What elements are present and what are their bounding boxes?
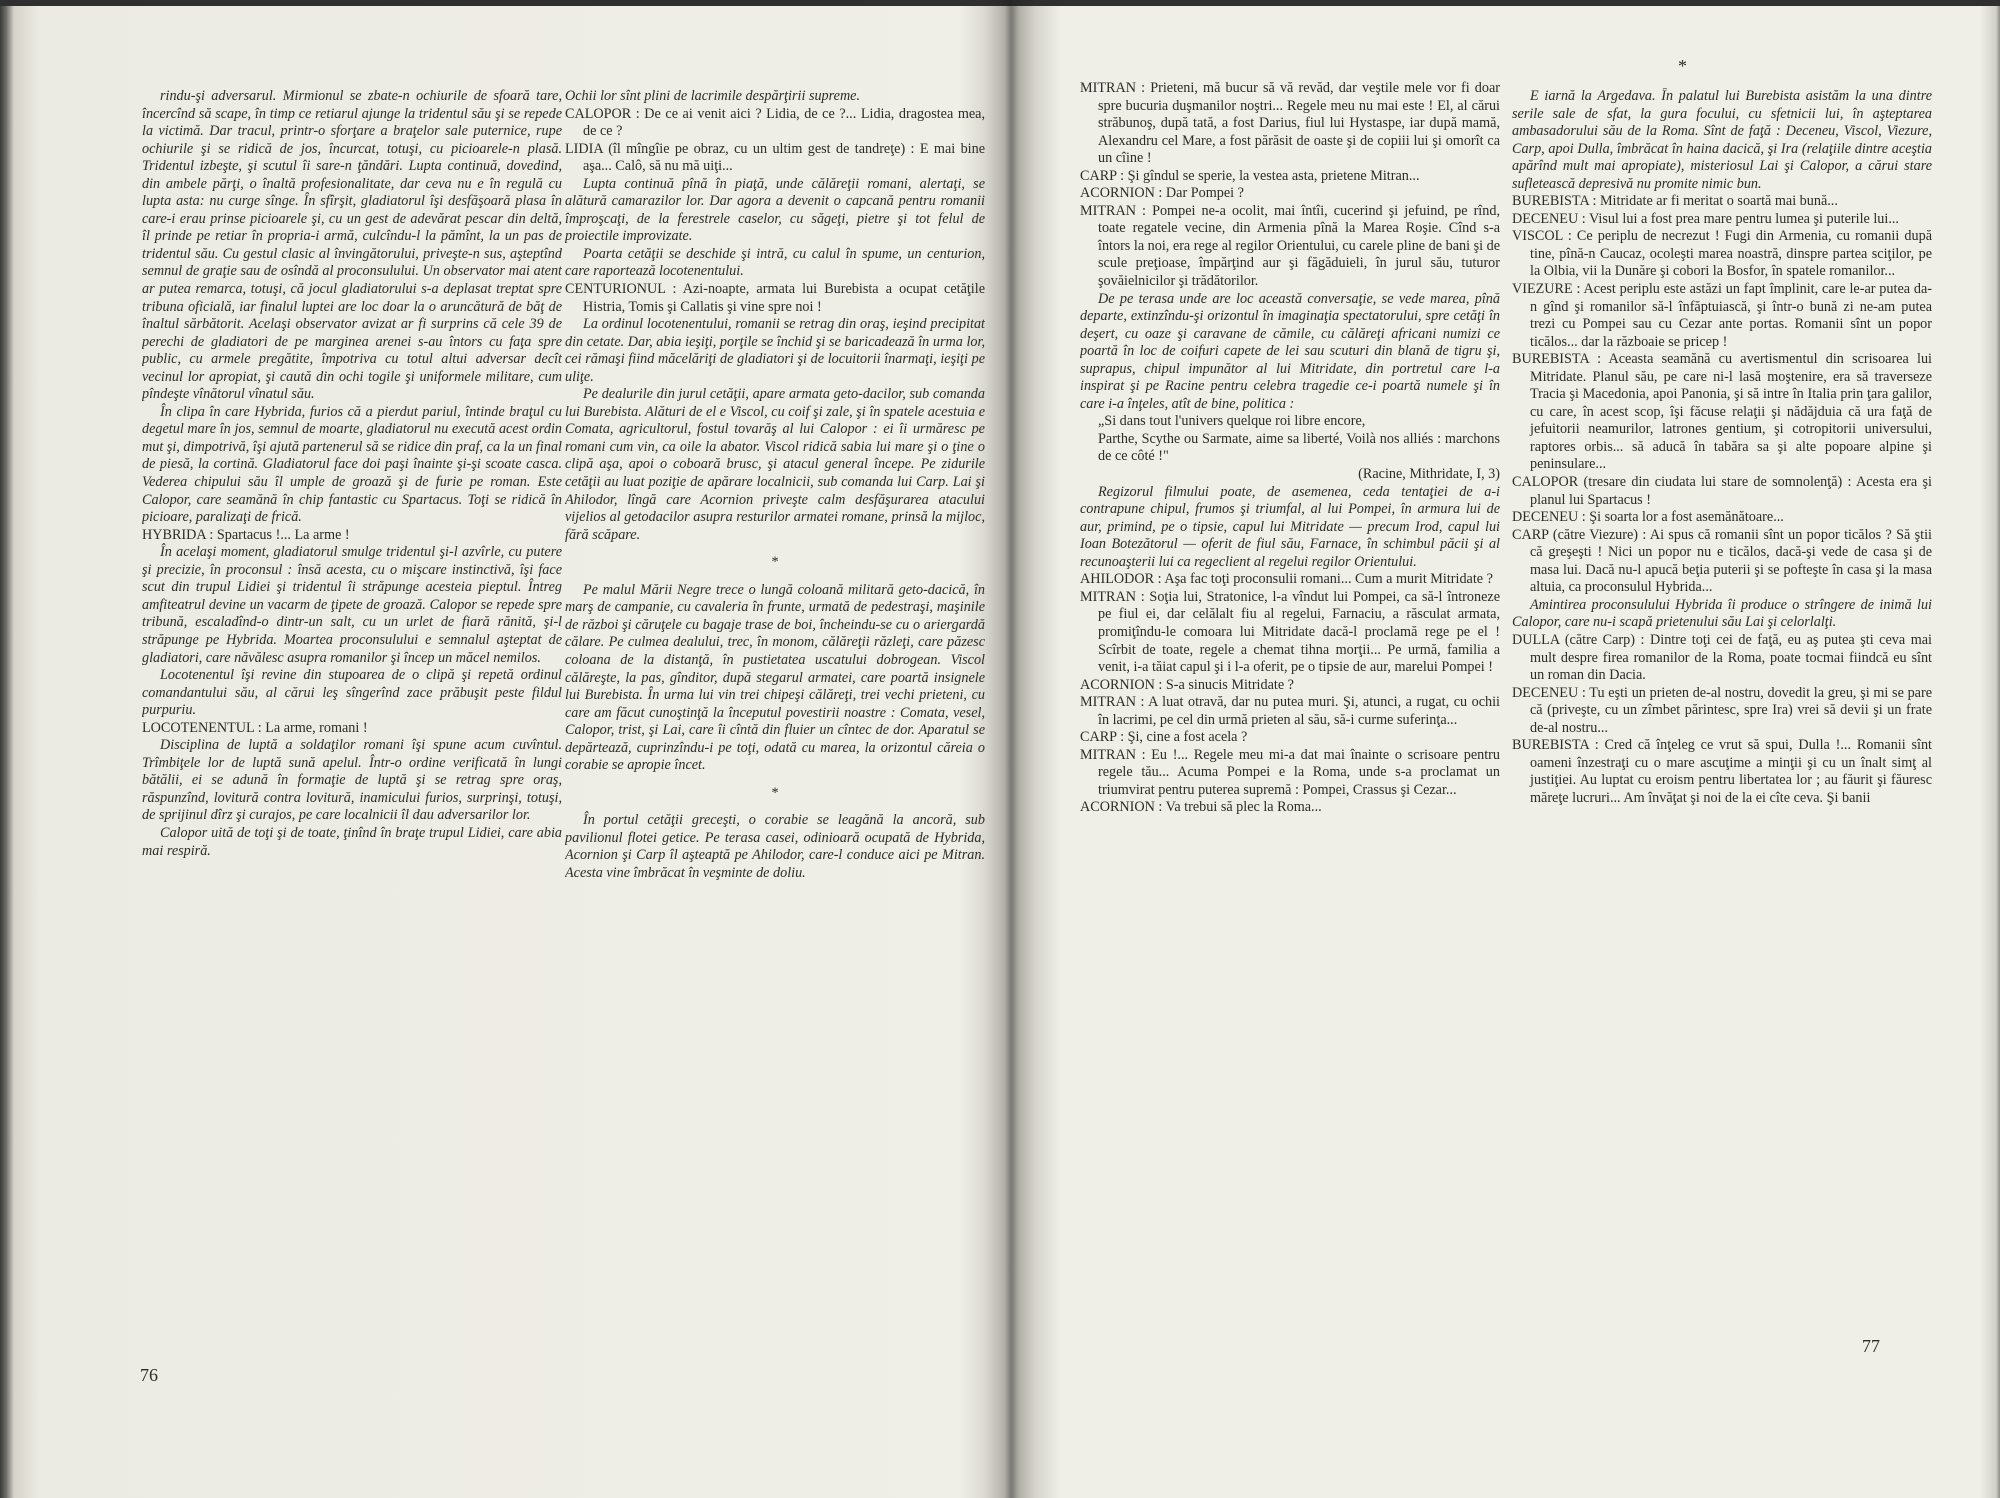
dialogue-line: MITRAN : Prieteni, mă bucur să vă revăd, dar veştile mele vor fi doar spre bucuria duşmanilor noştri... Regele meu nu mai este ! El, al cărui străbunoş, după tată, a fost Darius, fiul lui Hystaspe, iar după mamă, Alexandru cel Mare, a fost părăsit de oaste şi de copiii lui şi omorît ca un cîine ! (1080, 80, 1500, 167)
paragraph: Poarta cetăţii se deschide şi intră, cu calul în spume, un centurion, care raportează locotenentului. (565, 245, 985, 280)
dialogue-line: VISCOL : Ce periplu de necrezut ! Fugi din Armenia, cu romanii după tine, pînă-n Caucaz, ocoleşti marea noastră, dinspre partea sciţilor, pe la Olbia, vii la Dunăre şi cobori la Bosfor, în spatele romanilor... (1512, 228, 1932, 280)
paragraph: (Racine, Mithridate, I, 3) (1358, 466, 1500, 483)
paragraph: În acelaşi moment, gladiatorul smulge tridentul şi-l azvîrle, cu putere şi precizie, în proconsul : însă acesta, cu o mişcare instinctivă, îşi face scut din trupul Lidiei şi tridentul îi străpunge acesteia pieptul. Întreg amfiteatrul devine un vacarm de ţipete de groază. Calopor se repede spre tribună, escaladînd-o dintr-un salt, cu un urlet de fiară rănită, şi-l străpunge pe Hybrida. Moartea proconsulului e semnalul aşteptat de gladiatori, care năvălesc asupra romanilor şi încep un măcel nemilos. (142, 544, 562, 666)
dialogue-line: VIEZURE : Acest periplu este astăzi un fapt împlinit, care le-ar putea da-n gînd şi romanilor să-l înfăptuiască, şi într-o bună zi ne-am putea trezi cu Pompei sau cu Cezar ante portas. Romanii sînt un popor ticălos... dar la războaie se pricep ! (1512, 281, 1932, 350)
page-number-left: 76 (140, 1365, 158, 1385)
paragraph: În portul cetăţii greceşti, o corabie se leagănă la ancoră, sub pavilionul flotei getice. Pe terasa casei, odinioară ocupată de Hybrida, Acornion şi Carp îl aşteaptă pe Ahilodor, care-l conduce aici pe Mitran. Acesta vine îmbrăcat în veşminte de doliu. (565, 812, 985, 881)
left-page-column-1 (142, 88, 562, 860)
page-number-right: 77 (1862, 1336, 1880, 1356)
paragraph: Disciplina de luptă a soldaţilor romani îşi spune acum cuvîntul. Trîmbiţele lor de luptă sună apelul. Într-o ordine verificată în lungi bătălii, ei se adună în formaţie de luptă şi se retrag spre oraş, răspunzînd, lovitură contra lovitură, inamicului furios, surprinşi, totuşi, de sprijinul dîrz şi curajos, pe care localnicii îl dau adversarilor lor. (142, 737, 562, 824)
dialogue-line: BUREBISTA : Aceasta seamănă cu avertismentul din scrisoarea lui Mitridate. Planul său, pe care ni-l lasă moştenire, era să traverseze Tracia şi Macedonia, apoi Panonia, şi să intre în Italia prin ţara galilor, cu care, în acest scop, îşi făcuse relaţii şi nădăjduia că ura faţă de jefuitorii neamurilor, latrones gentium, şi cotropitorii universului, raptores orbis... să aducă în tabăra sa şi alte popoare alpine şi peninsulare... (1512, 351, 1932, 473)
paragraph: E iarnă la Argedava. În palatul lui Burebista asistăm la una dintre serile sale de sfat, la gura focului, cu sfetnicii lui, în aşteptarea ambasadorului său de la Roma. Sînt de faţă : Deceneu, Viscol, Viezure, Carp, apoi Dulla, îmbrăcat în haina dacică, şi Ira (relaţiile dintre aceştia apărînd mult mai apropiate), misteriosul Lai şi Calopor, a cărui stare sufletească depresivă nu promite nimic bun. (1512, 88, 1932, 192)
dialogue-line: CALOPOR : De ce ai venit aici ? Lidia, de ce ?... Lidia, dragostea mea, de ce ? (565, 105, 985, 140)
dialogue-line: CARP (către Viezure) : Ai spus că romanii sînt un popor ticălos ? Să ştii că greşeşti ! Nici un popor nu e ticălos, dacă-şi vede de casa şi de masa lui. Dacă nu-l apucă beţia puterii şi se pofteşte în casa şi la masa altuia, ca proconsulul Hybrida... (1512, 526, 1932, 596)
section-star: * (1678, 56, 1687, 76)
dialogue-line: MITRAN : A luat otravă, dar nu putea muri. Şi, atunci, a rugat, cu ochii în lacrimi, pe cel din urmă prieten al său, să-i curme suferinţa... (1080, 694, 1500, 728)
paragraph: Parthe, Scythe ou Sarmate, aime sa liberté, Voilà nos alliés : marchons de ce côté !" (1098, 430, 1500, 465)
paragraph: Amintirea proconsulului Hybrida îi produce o strîngere de inimă lui Calopor, care nu-i scapă prietenului său Lai şi celorlalţi. (1512, 596, 1932, 631)
separator-star: * (771, 554, 779, 571)
paragraph: Ochii lor sînt plini de lacrimile despărţirii supreme. (565, 88, 861, 104)
dialogue-line: MITRAN : Eu !... Regele meu mi-a dat mai înainte o scrisoare pentru regele tău... Acuma Pompei e la Roma, unde s-a proclamat un triumvirat pentru puterea supremă : Pompei, Crassus şi Cezar... (1080, 746, 1500, 798)
dialogue-line: DECENEU : Visul lui a fost prea mare pentru lumea şi puterile lui... (1512, 210, 1899, 227)
paragraph: Lupta continuă pînă în piaţă, unde călăreţii romani, alertaţi, se alătură camarazilor lor. Dar agora a devenit o capcană pentru romanii împroşcaţi, de la ferestrele caselor, cu săgeţi, pietre şi tot felul de proiectile improvizate. (565, 175, 985, 245)
dialogue-line: DECENEU : Tu eşti un prieten de-al nostru, dovedit la greu, şi mi se pare că (priveşte, cu un zîmbet părintesc, spre Ira) vrei să devii şi un frate de-al nostru... (1512, 684, 1932, 736)
paragraph: La ordinul locotenentului, romanii se retrag din oraş, ieşind precipitat din cetate. Dar, abia ieşiţi, porţile se închid şi se baricadează în urma lor, cei rămaşi fiind măcelăriţi de gladiatori şi de locuitorii înarmaţi, ieşiţi pe uliţe. (565, 316, 985, 385)
dialogue-line: CARP : Şi, cine a fost acela ? (1080, 729, 1248, 746)
dialogue-line: ACORNION : Va trebui să plec la Roma... (1080, 799, 1322, 816)
dialogue-line: BUREBISTA : Cred că înţeleg ce vrut să spui, Dulla !... Romanii sînt oameni înzestraţi cu o mare ascuţime a minţii şi cu un înalt simţ al justiţiei. Au luptat cu eroism pentru libertatea lor ; au făurit şi făuresc măreţe lucruri... Am învăţat şi noi de la ei cîte ceva. Şi banii (1512, 737, 1932, 806)
dialogue-line: HYBRIDA : Spartacus !... La arme ! (142, 526, 350, 543)
dialogue-line: BUREBISTA : Mitridate ar fi meritat o soartă mai bună... (1512, 193, 1838, 210)
dialogue-line: CENTURIONUL : Azi-noapte, armata lui Burebista a ocupat cetăţile Histria, Tomis şi Callatis şi vine spre noi ! (565, 281, 985, 315)
dialogue-line: LOCOTENENTUL : La arme, romani ! (142, 719, 368, 736)
paragraph: „Si dans tout l'univers quelque roi libre encore, (1098, 413, 1366, 430)
paragraph: De pe terasa unde are loc această conversaţie, se vede marea, pînă departe, extinzîndu-şi orizontul în imaginaţia spectatorului, spre cetăţi în deşert, cu oaze şi caravane de cămile, cu călăreţi africani numizi ce poartă în loc de coifuri capete de lei sau scuturi din blană de tigru şi, suprapus, chipul impunător al lui Mitridate, din portretul care l-a inspirat şi pe Racine pentru celebra tragedie ce-i poartă numele şi în care i-a înţeles, atît de bine, politica : (1080, 290, 1500, 412)
dialogue-line: CARP : Şi gîndul se sperie, la vestea asta, prietene Mitran... (1080, 167, 1420, 184)
dialogue-line: DECENEU : Şi soarta lor a fost asemănătoare... (1512, 509, 1784, 526)
paragraph: Pe dealurile din jurul cetăţii, apare armata geto-dacilor, sub comanda lui Burebista. Alături de el e Viscol, cu coif şi zale, şi în spatele acestuia e Comata, agricultorul, fostul tovarăş al lui Calopor : ei îi urmăresc pe romani cum vin, ca oile la abator. Viscol ridică sabia lui mare şi o ţine o clipă aşa, apoi o coboară brusc, şi atacul general începe. Pe zidurile cetăţii au luat poziţie de apărare localnicii, sub comanda lui Carp. Lai şi Ahilodor, lîngă care Acornion priveşte calm desfăşurarea atacului vijelios al getodacilor asupra resturilor armatei romane, prinsă la mijloc, fără scăpare. (565, 386, 985, 543)
dialogue-line: ACORNION : S-a sinucis Mitridate ? (1080, 676, 1294, 693)
separator-star: * (771, 784, 779, 801)
dialogue-line: AHILODOR : Aşa fac toţi proconsulii romani... Cum a murit Mitridate ? (1080, 571, 1493, 588)
paragraph: Calopor uită de toţi şi de toate, ţinînd în braţe trupul Lidiei, care abia mai respiră. (142, 824, 562, 859)
right-page-column-2 (1512, 88, 1932, 807)
paragraph: Pe malul Mării Negre trece o lungă coloană militară geto-dacică, în marş de campanie, cu cavaleria în frunte, urmată de pedestraşi, maşinile de război şi căruţele cu bagaje trase de boi, încheindu-se cu o ariergardă călare. Pe culmea dealului, trec, în monom, călăreţii răzleţi, care păzesc coloana de la distanţă, în pustietatea uscatului dobrogean. Viscol călăreşte, la pas, gînditor, după stegarul armatei, care poartă insignele lui Burebista. În urma lui vin trei chipeşi călăreţi, trei vechi prieteni, cu care am făcut cunoştinţă la începutul povestirii noastre : Comata, vesel, Calopor, trist, şi Lai, care îi cîntă din fluier un cîntec de dor. Aparatul se depărtează, cuprinzîndu-i pe toţi, odată cu marea, la orizontul căreia o corabie se apropie încet. (565, 581, 985, 774)
paragraph: În clipa în care Hybrida, furios că a pierdut pariul, întinde braţul cu degetul mare în jos, semnul de moarte, gladiatorul nu execută acest ordin mut şi, dimpotrivă, îşi ajută partenerul să se ridice din praf, ca la un final de piesă, la cortină. Gladiatorul face doi paşi înainte şi-şi scoate casca. Vederea chipului său îl umple de groază şi de furie pe roman. Este Calopor, care seamănă în chip fantastic cu Spartacus. Toţi se ridică în picioare, paralizaţi de frică. (142, 403, 562, 526)
paragraph: rindu-şi adversarul. Mirmionul se zbate-n ochiurile de sfoară tare, încercînd să scape, în timp ce retiarul ajunge la tridentul său şi se repede la victimă. Dar tracul, printr-o sforţare a braţelor sale puternice, rupe ochiurile şi se ridică de jos, încurcat, totuşi, cu picioarele-n plasă. Tridentul izbeşte, şi scutul îi sare-n ţăndări. Lupta continuă, dovedind, din ambele părţi, o înaltă profesionalitate, dar ceva nu e în regulă cu lupta asta: nu curge sînge. În sfîrşit, gladiatorul îşi desfăşoară plasa în care-i erau prinse picioarele şi, cu un gest de adevărat pescar din deltă, îl prinde pe retiar în propria-i armă, culcîndu-l la pămînt, la un pas de tridentul său. Cu gestul clasic al învingătorului, priveşte-n sus, aşteptînd semnul de graţie sau de osîndă al proconsulului. Un observator mai atent ar putea remarca, totuşi, că jocul gladiatorului s-a deplasat treptat spre tribuna oficială, iar finalul luptei are loc doar la o aruncătură de băţ de înaltul sărbătorit. Acelaşi observator avizat ar fi surprins că cele 39 de perechi de gladiatori de pe marginea arenei s-au întors cu faţa spre public, cu armele pregătite, împotriva cu totul altui adversar decît vecinul lor apropiat, şi caută din ochi togile şi uniformele militare, cum pîndeşte vînătorul vînatul său. (142, 88, 562, 403)
dialogue-line: ACORNION : Dar Pompei ? (1080, 185, 1244, 202)
left-page-column-2 (565, 88, 985, 883)
right-page-column-1 (1080, 80, 1500, 817)
dialogue-line: CALOPOR (tresare din ciudata lui stare de somnolenţă) : Acesta era şi planul lui Spartacus ! (1512, 474, 1932, 508)
paragraph: Regizorul filmului poate, de asemenea, ceda tentaţiei de a-i contrapune chipul, frumos şi triumfal, al lui Pompei, în armura lui de aur, primind, pe o tipsie, capul lui Mitridate — precum Irod, capul lui Ioan Botezătorul — oferit de fiul său, Farnace, în schimbul păcii şi al recunoaşterii lui ca regeclient al regelui regilor Orientului. (1080, 483, 1500, 570)
dialogue-line: MITRAN : Pompei ne-a ocolit, mai întîi, cucerind şi jefuind, pe rînd, toate regatele vecine, din Armenia pînă la Marea Roşie. Cînd s-a întors la noi, era rege al regilor Orientului, cu carele pline de bani şi de scule preţioase, împărţind aur şi făgăduieli, în jurul său, tuturor şovăielnicilor şi trădătorilor. (1080, 202, 1500, 290)
dialogue-line: DULLA (către Carp) : Dintre toţi cei de faţă, eu aş putea şti ceva mai mult despre firea romanilor de la Roma, poate tocmai fiindcă eu sînt un roman din Dacia. (1512, 631, 1932, 684)
spine-gutter (985, 0, 1035, 1498)
paragraph: Locotenentul îşi revine din stupoarea de o clipă şi repetă ordinul comandantului său, al cărui leş sîngerînd zace prăbuşit peste fildul purpuriu. (142, 667, 562, 719)
dialogue-line: MITRAN : Soţia lui, Stratonice, l-a vîndut lui Pompei, ca să-l întroneze pe fiul ei, dar celălalt fiu al regelui, Farnaciu, a răsculat armata, promiţîndu-le comoara lui Mitridate dacă-l proclamă rege pe el ! Scîrbit de toate, regele a chemat tihna morţii... Pe urmă, familia a venit, i-a tăiat capul şi i l-a oferit, pe o tipsie de aur, marelui Pompei ! (1080, 588, 1500, 676)
dialogue-line: LIDIA (îl mîngîie pe obraz, cu un ultim gest de tandreţe) : E mai bine aşa... Calô, să nu mă uiţi... (565, 140, 985, 175)
